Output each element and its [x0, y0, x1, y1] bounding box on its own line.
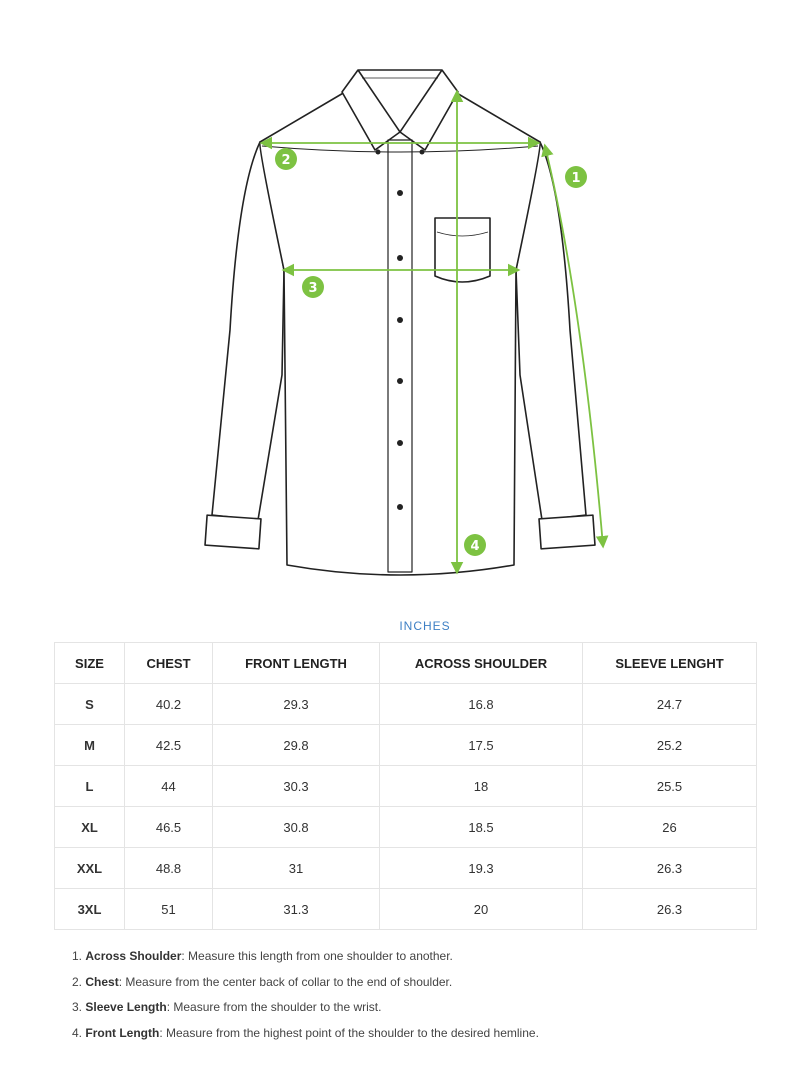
header-front-length: FRONT LENGTH [213, 643, 380, 684]
note-item [72, 947, 539, 973]
size-cell: XL [55, 807, 125, 848]
table-row [55, 766, 757, 807]
note-term: Front Length [85, 1025, 160, 1040]
chest-cell: 46.5 [125, 807, 213, 848]
front-length-cell: 29.3 [213, 684, 380, 725]
svg-text:2: 2 [281, 153, 291, 168]
sleeve-length-cell: 26 [583, 807, 757, 848]
note-term: Sleeve Length [85, 1000, 167, 1014]
table-row [55, 848, 757, 889]
table-row [55, 889, 757, 930]
chest-cell: 44 [125, 766, 213, 807]
sleeve-length-cell: 25.2 [583, 725, 757, 766]
note-item [72, 1024, 539, 1050]
chest-cell: 51 [125, 889, 213, 930]
note-number: 4. [72, 1025, 83, 1040]
note-number: 1. [72, 949, 83, 963]
note-number: 3. [72, 1000, 83, 1014]
measurement-notes [72, 947, 539, 1049]
size-chart-table [54, 642, 757, 930]
chest-cell: 42.5 [125, 725, 213, 766]
note-text: : Measure from the shoulder to the wrist. [166, 1000, 382, 1014]
chest-cell: 48.8 [125, 848, 213, 889]
svg-text:4: 4 [470, 539, 480, 554]
svg-text:1: 1 [571, 171, 581, 186]
note-item [72, 973, 539, 999]
across-shoulder-cell: 20 [380, 889, 583, 930]
across-shoulder-cell: 18 [380, 766, 583, 807]
size-cell: 3XL [55, 889, 125, 930]
across-shoulder-cell: 19.3 [380, 848, 583, 889]
size-cell: XXL [55, 848, 125, 889]
note-term: Chest [85, 974, 119, 989]
marker-2-icon [275, 148, 297, 170]
chest-cell: 40.2 [125, 684, 213, 725]
front-length-cell: 30.8 [213, 807, 380, 848]
table-header-row [55, 643, 757, 684]
header-chest: CHEST [125, 643, 213, 684]
note-number: 2. [72, 974, 83, 989]
table-row [55, 725, 757, 766]
across-shoulder-cell: 18.5 [380, 807, 583, 848]
sleeve-length-cell: 26.3 [583, 889, 757, 930]
header-size: SIZE [55, 643, 125, 684]
across-shoulder-cell: 16.8 [380, 684, 583, 725]
table-row [55, 684, 757, 725]
sleeve-length-cell: 26.3 [583, 848, 757, 889]
marker-3-icon [302, 276, 324, 298]
header-across-shoulder: ACROSS SHOULDER [380, 643, 583, 684]
svg-text:3: 3 [308, 281, 318, 296]
size-cell: L [55, 766, 125, 807]
sleeve-length-cell: 24.7 [583, 684, 757, 725]
front-length-cell: 30.3 [213, 766, 380, 807]
across-shoulder-cell: 17.5 [380, 725, 583, 766]
note-text: : Measure this length from one shoulder to another. [181, 949, 453, 963]
front-length-cell: 29.8 [213, 725, 380, 766]
sleeve-length-cell: 25.5 [583, 766, 757, 807]
size-cell: M [55, 725, 125, 766]
front-length-cell: 31.3 [213, 889, 380, 930]
marker-1-icon [565, 166, 587, 188]
note-term: Across Shoulder [85, 949, 182, 963]
table-row [55, 807, 757, 848]
unit-label: INCHES [399, 619, 451, 633]
note-item [72, 998, 539, 1024]
front-length-cell: 31 [213, 848, 380, 889]
header-sleeve-length: SLEEVE LENGHT [583, 643, 757, 684]
marker-4-icon [464, 534, 486, 556]
note-text: : Measure from the highest point of the shoulder to the desired hemline. [159, 1025, 539, 1040]
size-cell: S [55, 684, 125, 725]
note-text: : Measure from the center back of collar to the end of shoulder. [118, 974, 453, 989]
